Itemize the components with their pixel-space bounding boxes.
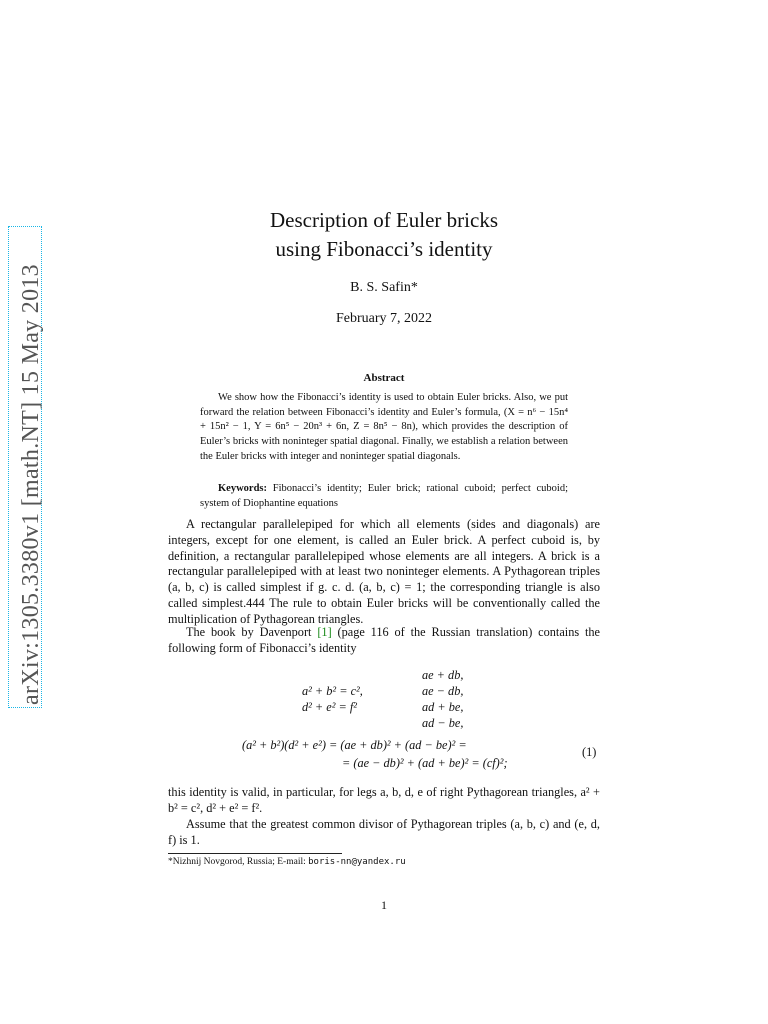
paragraph-3: this identity is valid, in particular, for legs a, b, d, e of right Pythagorean triangles, a² + b² = c², d² + e² = f². xyxy=(168,785,600,815)
paragraph-2-end: (page 116 of the Russian translation) contains the following form of Fibonacci’s identity xyxy=(168,625,600,655)
equation-line-2: = (ae − db)² + (ad + be)² = (cf)²; xyxy=(342,756,508,770)
abstract-text: We show how the Fibonacci’s identity is used to obtain Euler bricks. Also, we put forward the relation between Fibonacci’s identity and Euler’s formula, (X = n⁶ − 15n⁴ + 15n² − 1, Y = 6n⁵ − 20n³ + 6n, Z = 8n⁵ − 8n), which provides the description of Euler’s bricks with noninteger spatial diagonal. Finally, we establish a relation between the Euler bricks with integer and noninteger spatial diagonals. xyxy=(200,392,568,462)
title-line-2: using Fibonacci’s identity xyxy=(275,237,493,261)
paragraph-2 xyxy=(168,625,600,657)
equation-left-1: a² + b² = c², xyxy=(302,684,363,698)
keywords-label: Keywords: xyxy=(218,483,267,494)
equation-line-1: (a² + b²)(d² + e²) = (ae + db)² + (ad − be)² = xyxy=(242,738,467,752)
arxiv-stamp: arXiv:1305.3380v1 [math.NT] 15 May 2013 xyxy=(18,264,44,705)
equation-left-2: d² + e² = f² xyxy=(302,700,357,714)
equation-number: (1) xyxy=(582,745,597,759)
equation-right-2: ae − db, xyxy=(422,684,464,698)
paragraph-1: A rectangular parallelepiped for which all elements (sides and diagonals) are integers, except for one element, is called an Euler brick. A perfect cuboid is, by definition, a rectangular parallelepiped whose elements are all integers. A brick is a rectangular parallelepiped with at least two noninteger elements. A Pythagorean triples (a, b, c) is called simplest if g. c. d. (a, b, c) = 1; the corresponding triangle is also called simplest.444 The rule to obtain Euler bricks will be conventionally called the multiplication of Pythagorean triangles. xyxy=(168,517,600,626)
footnote-rule xyxy=(168,853,342,854)
paragraph-2-start: The book by Davenport xyxy=(186,625,318,639)
paper-title xyxy=(0,206,768,264)
equation-right-1: ae + db, xyxy=(422,668,464,682)
author: B. S. Safin* xyxy=(350,280,418,295)
citation-link[interactable]: [1] xyxy=(317,625,332,639)
keywords-text: Fibonacci’s identity; Euler brick; rational cuboid; perfect cuboid; system of Diophantine equations xyxy=(200,483,569,509)
equation-right-4: ad − be, xyxy=(422,716,464,730)
date: February 7, 2022 xyxy=(335,311,433,326)
page-number: 1 xyxy=(381,898,387,912)
paragraph-4: Assume that the greatest common divisor of Pythagorean triples (a, b, c) and (e, d, f) is 1. xyxy=(168,817,600,847)
footnote-text: *Nizhnij Novgorod, Russia; E-mail: xyxy=(168,857,309,867)
footnote xyxy=(168,857,406,867)
abstract-heading: Abstract xyxy=(363,372,405,384)
keywords xyxy=(200,482,568,511)
title-line-1: Description of Euler bricks xyxy=(269,208,499,232)
footnote-email[interactable]: boris-nn@yandex.ru xyxy=(308,857,406,867)
equation-right-3: ad + be, xyxy=(422,700,464,714)
